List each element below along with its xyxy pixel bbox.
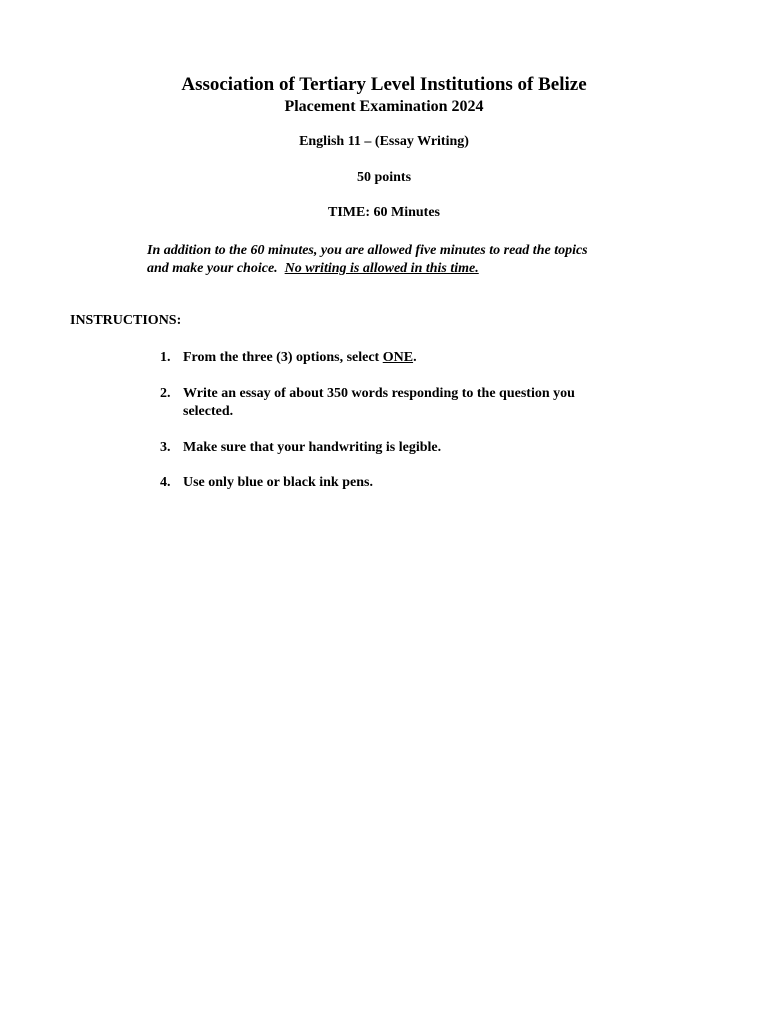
exam-title: Placement Examination 2024 bbox=[284, 98, 484, 115]
note-line-2-prefix: and make your choice. bbox=[147, 261, 285, 276]
instruction-text-before: From the three (3) options, select bbox=[183, 350, 383, 365]
organization-title: Association of Tertiary Level Institutions of Belize bbox=[181, 74, 587, 95]
note-line-2 bbox=[147, 260, 647, 278]
instruction-text: Use only blue or black ink pens. bbox=[183, 475, 373, 490]
no-writing-warning: No writing is allowed in this time. bbox=[284, 261, 479, 276]
instruction-text-after: . bbox=[413, 350, 417, 365]
reading-time-note bbox=[147, 242, 647, 278]
exam-time: TIME: 60 Minutes bbox=[328, 205, 440, 220]
instructions-heading: INSTRUCTIONS: bbox=[70, 313, 182, 328]
exam-points: 50 points bbox=[356, 170, 412, 185]
instruction-number: 4. bbox=[160, 475, 171, 490]
instruction-text: Make sure that your handwriting is legible. bbox=[183, 440, 442, 455]
instruction-text-line-1: Write an essay of about 350 words responding to the question you bbox=[183, 386, 575, 401]
note-line-1: In addition to the 60 minutes, you are allowed five minutes to read the topics bbox=[147, 243, 588, 258]
instruction-text bbox=[183, 385, 633, 421]
instruction-number: 3. bbox=[160, 440, 171, 455]
instruction-number: 2. bbox=[160, 386, 171, 401]
select-one-emphasis: ONE bbox=[382, 350, 414, 365]
instruction-text bbox=[183, 349, 633, 367]
instruction-number: 1. bbox=[160, 350, 171, 365]
instruction-text-line-2: selected. bbox=[183, 404, 234, 419]
exam-subject: English 11 – (Essay Writing) bbox=[299, 134, 469, 149]
